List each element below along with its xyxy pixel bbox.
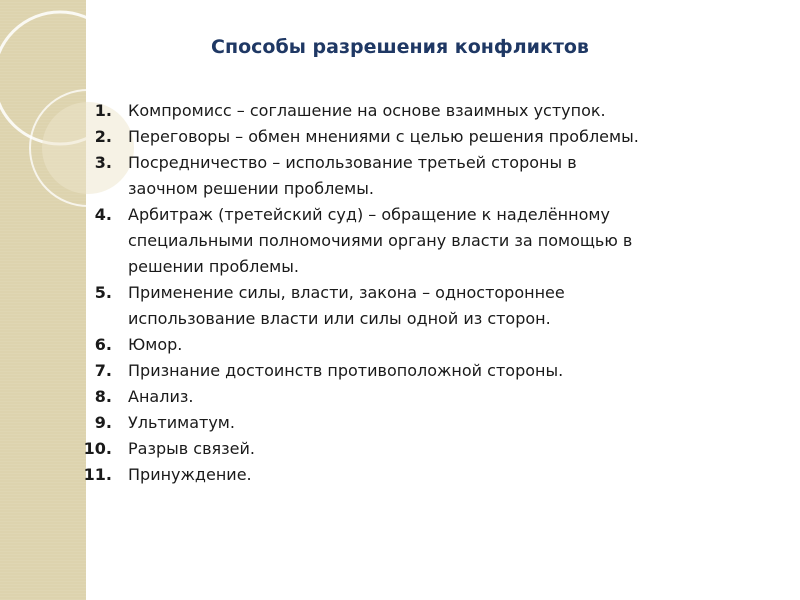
methods-list [72,98,772,488]
list-item: 9. Ультиматум. [94,413,235,432]
list-item: 2. Переговоры – обмен мнениями с целью решения проблемы. [94,127,639,146]
list-item: 7. Признание достоинств противоположной стороны. [94,361,564,380]
list-item: 8. Анализ. [94,387,194,406]
list-item: 3. Посредничество – использование третьей стороны в заочном решении проблемы. [94,153,577,198]
list-item: 6. Юмор. [94,335,183,354]
list-item: 10. Разрыв связей. [83,439,255,458]
list-item: 4. Арбитраж (третейский суд) – обращение к наделённому специальными полномочиями органу власти за помощью в решении проблемы. [94,205,633,276]
list-item: 1. Компромисс – соглашение на основе взаимных уступок. [94,101,606,120]
slide-title: Способы разрешения конфликтов [211,36,589,58]
list-item: 5. Применение силы, власти, закона – одностороннее использование власти или силы одной из сторон. [94,283,565,328]
list-item: 11. Принуждение. [83,465,252,484]
